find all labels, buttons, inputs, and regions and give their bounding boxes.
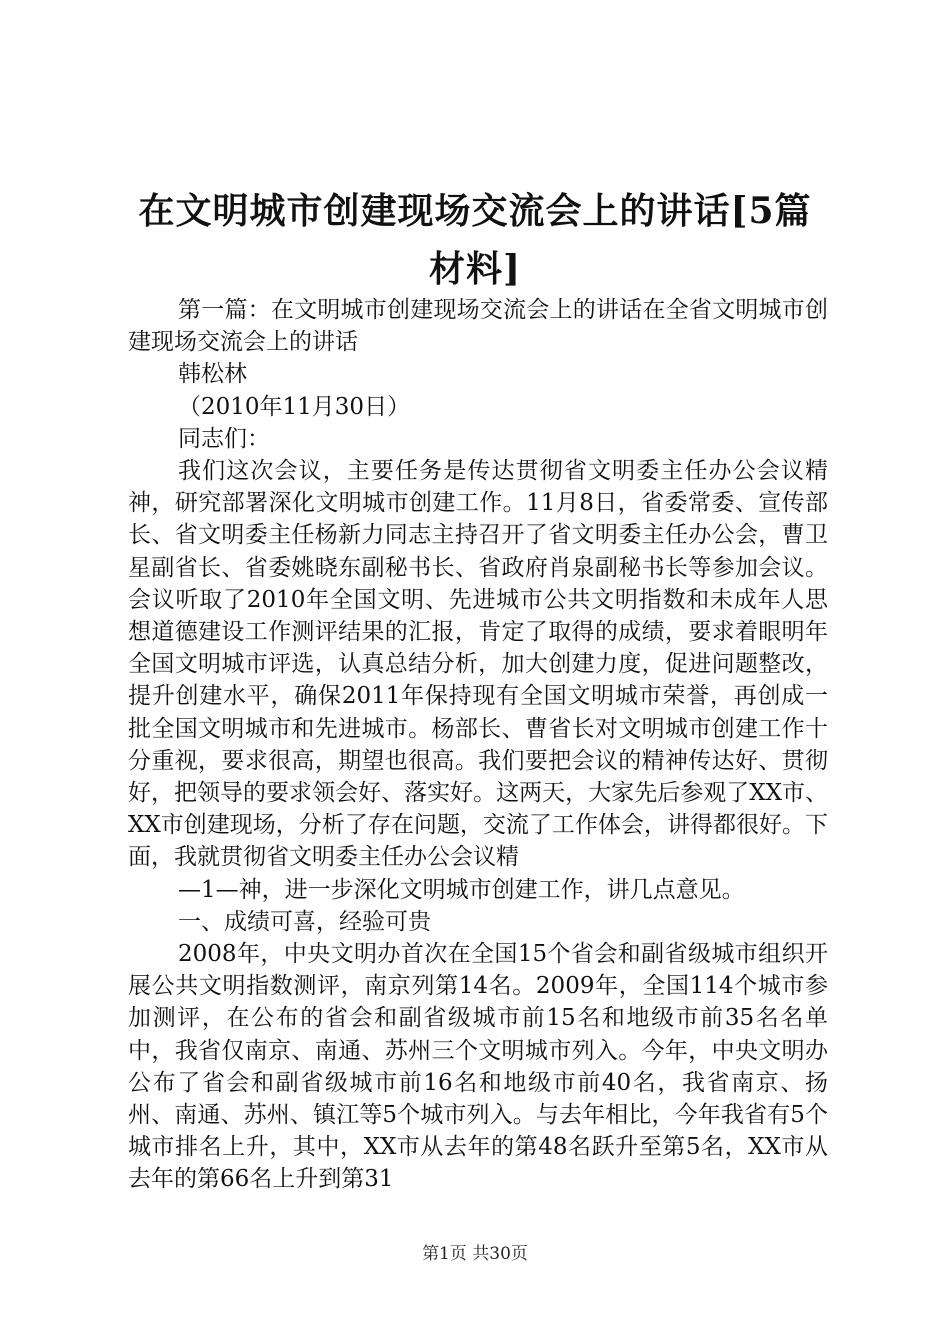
page-number-footer: 第1页 共30页 xyxy=(422,1244,528,1264)
paragraph-chapter-heading: 第一篇：在文明城市创建现场交流会上的讲话在全省文明城市创建现场交流会上的讲话 xyxy=(128,297,828,356)
document-body xyxy=(128,294,828,1196)
paragraph-salutation: 同志们： xyxy=(178,425,270,452)
paragraph-body: 我们这次会议，主要任务是传达贯彻省文明委主任办公会议精神，研究部署深化文明城市创建工作。11月8日，省委常委、宣传部长、省文明委主任杨新力同志主持召开了省文明委主任办公会，曹卫星副省长、省委姚晓东副秘书长、省政府肖泉副秘书长等参加会议。会议听取了2010年全国文明、先进城市公共文明指数和未成年人思想道德建设工作测评结果的汇报，肯定了取得的成绩，要求着眼明年全国文明城市评选，认真总结分析，加大创建力度，促进问题整改，提升创建水平，确保2011年保持现有全国文明城市荣誉，再创成一批全国文明城市和先进城市。杨部长、曹省长对文明城市创建工作十分重视，要求很高，期望也很高。我们要把会议的精神传达好、贯彻好，把领导的要求领会好、落实好。这两天，大家先后参观了XX市、XX市创建现场，分析了存在问题，交流了工作体会，讲得都很好。下面，我就贯彻省文明委主任办公会议精 xyxy=(128,458,828,871)
section-heading: 一、成绩可喜，经验可贵 xyxy=(178,908,431,935)
paragraph-date: （2010年11月30日） xyxy=(178,393,411,420)
paragraph-body: —1—神，进一步深化文明城市创建工作，讲几点意见。 xyxy=(178,876,745,903)
paragraph-body: 2008年，中央文明办首次在全国15个省会和副省级城市组织开展公共文明指数测评，南京列第14名。2009年，全国114个城市参加测评，在公布的省会和副省级城市前15名和地级市前35名名单中，我省仅南京、南通、苏州三个文明城市列入。今年，中央文明办公布了省会和副省级城市前16名和地级市前40名，我省南京、扬州、南通、苏州、镇江等5个城市列入。与去年相比，今年我省有5个城市排名上升，其中，XX市从去年的第48名跃升至第5名，XX市从去年的第66名上升到第31 xyxy=(128,941,828,1193)
paragraph-author: 韩松林 xyxy=(178,361,247,388)
document-title: 在文明城市创建现场交流会上的讲话[5篇材料] xyxy=(138,190,812,290)
